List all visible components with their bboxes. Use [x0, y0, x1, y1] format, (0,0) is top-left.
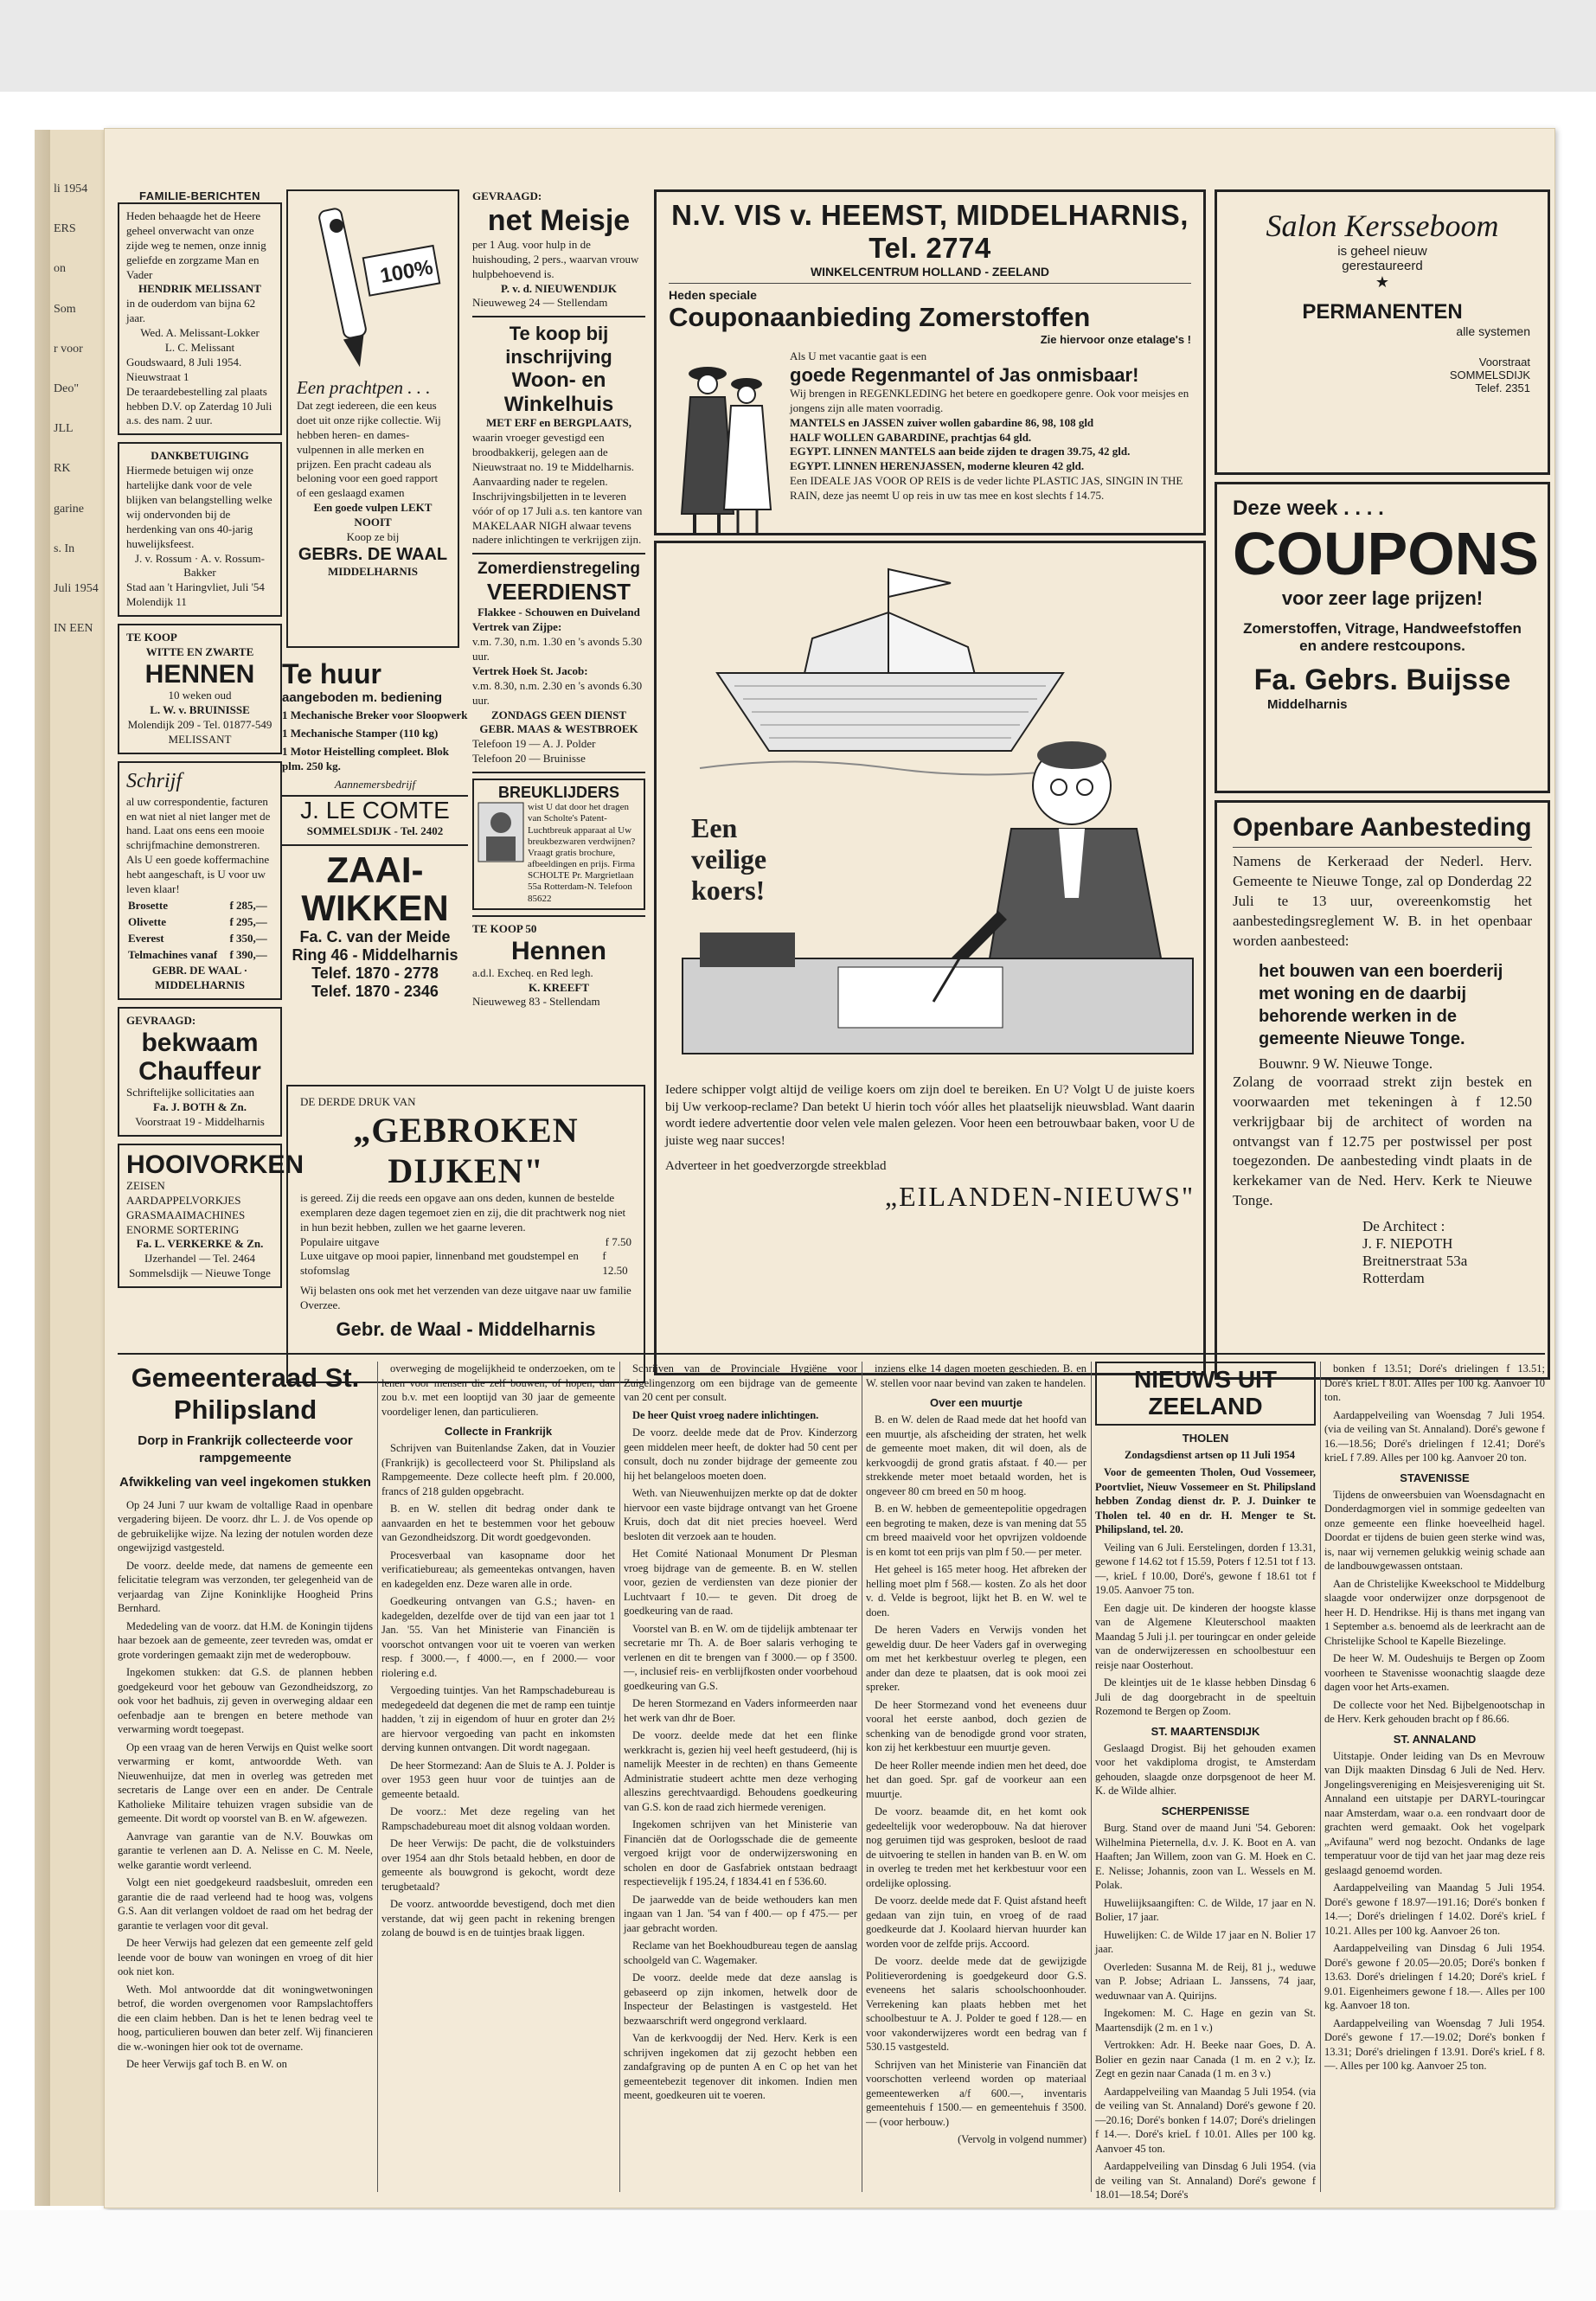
rental-column: Te huur aangeboden m. bediening 1 Mechanische Breker voor Sloopwerk 1 Mechanische Stamper (110 kg) 1 Motor Heistelling compleet. Blok plm. 250 kg. Aannemersbedrijf J. LE COMTE SOMMELSDIJK - Tel. 2402 ZAAI-WIKKEN Fa. C. van der Meide Ring 46 - Middelharnis Telef. 1870 - 2778 Telef. 1870 - 2346: [282, 658, 468, 1000]
scan-background-bottom: [0, 2210, 1596, 2301]
typewriter-ad: Schrijf al uw correspondentie, facturen en wat niet al niet langer met de hand. Laat ons eens een mooie schrijfmachine demonstreren. Als U een goede koffermachine hebt aangeschaft, is U voor uw leven klaar! Brosette f 285,— Olivette f 295,— Everest f 350,— Telmachines vanaf f 390,— GEBR. DE WAAL · MIDDELHARNIS: [118, 761, 282, 1001]
aanbesteding-ad: Openbare Aanbesteding Namens de Kerkeraad der Nederl. Herv. Gemeente te Nieuwe Tonge, zal op Donderdag 22 Juli te 13 uur, overeenkomstig het aanbestedingsreglement W. B. in het openbaar worden aanbesteed: het bouwen van een boerderij met woning en de daarbij behorende werken in de gemeente Nieuwe Tonge. Bouwnr. 9 W. Nieuwe Tonge. Zolang de voorraad strekt zijn bestek en voorwaarden met tekeningen à f 12.50 verkrijgbaar bij de architect of worden na ontvangst van f 12.75 per postwissel per post toegezonden. De aanbesteding vindt plaats in de kerkekamer van de Ned. Herv. Kerk te Nieuwe Tonge. De Architect : J. F. NIEPOTH Breitnerstraat 53a Rotterdam: [1215, 800, 1550, 1380]
regenmantel-heading: goede Regenmantel of Jas onmisbaar!: [790, 363, 1139, 386]
aanbesteding-title: Openbare Aanbesteding: [1233, 813, 1532, 842]
nieuws-uit-zeeland: NIEUWS UIT ZEELAND THOLEN Zondagsdienst artsen op 11 Juli 1954 Voor de gemeenten Tholen, Oud Vossemeer, Poortvliet, Nieuw Vossemeer en St. Philipsland hebben Zondag dienst dr. P. J. Duinker te Tholen tel. 40 en dr. H. Menger te St. Philipsland, tel. 20. Veiling van 6 Juli. Eerstelingen, dorden f 13.31, gewone f 14.62 tot f 15.59, Poters f 12.51 tot f 13.—, krieL f 10.00, Doré's, gewone f 18.61 tot f 19.05. Aanvoer 75 ton. Een dagje uit. De kinderen der hoogste klasse van de Algemene Kleuterschool maakten Maandag 5 Juli j.l. per touringcar en onder geleide van de onderwijzeressen en schoolbestuur een reisje naar Oosterhout. De kleintjes uit de 1e klasse hebben Dinsdag 6 Juli de dag doorgebracht in de speeltuin Rozemond te Bergen op Zoom. ST. MAARTENSDIJK Geslaagd Drogist. Bij het gehouden examen voor het vakdiploma drogist, te Amsterdam gehouden, slaagde onze dorpsgenoot de heer M. K. de Wilde alhier. SCHERPENISSE Burg. Stand over de maand Juni '54. Geboren: Wilhelmina Pieternella, d.v. J. K. Boot en A. van Haaften; Jan Willem, zoon van G. M. Hoek en C. E. Nelisse; Johannis, zoon van L. Wessels en M. Polak. Huweliijksaangiften: C. de Wilde, 17 jaar en N. Bolier, 17 jaar. Huwelijken: C. de Wilde 17 jaar en N. Bolier 17 jaar. Overleden: Susanna M. de Reij, 81 j., weduwe van P. Jobse; Adriaan L. Janssens, 74 jaar, weduwnaar van A. Quirijns. Ingekomen: M. C. Hage en gezin van St. Maartensdijk (2 m. en 1 v.) Vertrokken: Adr. H. Beeke naar Goes, D. A. Bolier en gezin naar Canada (1 m. en 2 v.); Iz. Zegt en gezin naar Canada (1 m. en 3 v.) Aardappelveiling van Maandag 5 Juli 1954. (via de veiling van St. Annaland) Doré's gewone f 20.—20.16; Doré's bonken f 14.07; Doré's drielingen f 14.—. Doré's krieL f 10.01. Alles per 100 kg. Aanvoer 45 ton. Aardappelveiling van Dinsdag 6 Juli 1954. (via de veiling van St. Annaland) Doré's gewone f 18.01—18.54; Doré's: [1095, 1362, 1316, 2192]
typewriter-prices: Brosette f 285,— Olivette f 295,— Everest f 350,— Telmachines vanaf f 390,—: [128, 898, 267, 961]
pitchfork-ad: HOOIVORKEN ZEISEN AARDAPPELVORKJES GRASMAAIMACHINES ENORME SORTERING Fa. L. VERKERKE & Zn. IJzerhandel — Tel. 2464 Sommelsdijk — Nieuwe Tonge: [118, 1144, 282, 1288]
pen-badge: 100%: [378, 255, 435, 288]
scan-background-top: [0, 0, 1596, 92]
fountain-pen-icon: [297, 200, 449, 373]
pen-slogan: Een prachtpen . . .: [297, 377, 431, 398]
vis-v-heemst-ad: N.V. VIS v. HEEMST, MIDDELHARNIS, Tel. 2774 WINKELCENTRUM HOLLAND - ZEELAND Heden speciale Couponaanbieding Zomerstoffen Zie hiervoor onze etalage's ! Als U met vacantie gaat is een goede Regenmantel of Jas onmisbaar! Wij brengen in REGENKLEDING het betere en goedkopere genre. Ook voor meisjes en jongens zijn alle maten voorradig. MANTELS en JASSEN zuiver wollen gabardine 86, 98, 108 gld HALF WOLLEN GABARDINE, prachtjas 64 gld. EGYPT. LINNEN MANTELS aan beide zijden te dragen 39.75, 42 gld. EGYPT. LINNEN HERENJASSEN, moderne kleuren 42 gld. Een IDEALE JAS VOOR OP REIS is de veder lichte PLASTIC JAS, SINGIN IN THE RAIN, deze jas neemt U op reis in uw tas mee en kost slechts f 14.75.: [654, 189, 1206, 535]
eilanden-nieuws-title: „EILANDEN-NIEUWS": [884, 1180, 1195, 1212]
gemeenteraad-article-col3: Schrijven van de Provinciale Hygiëne voor Zuigelingenzorg om een bijdrage van de gemeente van 20 cent per consult. De heer Quist vroeg nadere inlichtingen. De voorz. deelde mede dat de Prov. Kinderzorg geen middelen meer heeft, de dokter had 50 cent per consult, doch nu zonder bijdrage der gemeente zou hij het belangeloos moeten doen. Weth. van Nieuwenhuijzen merkte op dat de dokter hiervoor een vaste bijdrage ontvangt van het Groene Kruis, doch dat dit niet precies hoeveel. Werd besloten dit verzoek aan te houden. Het Comité Nationaal Monument Dr Plesman vroeg bijdrage van de gemeente. B. en W. stellen voor, gezien de verdiensten van deze pionier der Luchtvaart f 10.— te geven. Dit droeg de goedkeuring van de raad. Voorstel van B. en W. om de tijdelijk ambtenaar ter secretarie mr Th. A. de Boer salaris verhoging te verlenen en dit te brengen van f 3000.— op f 3500.—, inclusief reis- en verblijfkosten onder voorbehoud goedkeuring van G.S. De heren Stormezand en Vaders informeerden naar het werk van dhr de Boer. De voorz. deelde mede dat het een flinke werkkracht is, gezien hij veel heeft gestudeerd, (hij is namelijk Meester in de rechten) en thans Gemeente Administratie studeert achtte men deze verhoging alleszins gerechtvaardigd. Behoudens goedkeuring van G.S. kon de raad zich hiermede verenigen. Ingekomen schrijven van het Ministerie van Financiën dat de Oorlogsschade die de gemeente vergoed krijgt voor de onderwijzerswoning en scholen en door de Gasfabriek ontstaan bedraagt respectievelijk f 195.24, f 1834.41 en f 536.60. De jaarwedde van de beide wethouders kan men ingaan van 1 Jan. '54 van f 400.— op f 475.— per jaar gebracht worden. Reclame van het Boekhoudbureau tegen de aanslag schoolgeld van C. Wagemaker. De voorz. deelde mede dat deze aanslag is gebaseerd op zijn inkomen, hetwelk door de Inspecteur der Belastingen is vastgesteld. Het bezwaarschrift werd ongegrond verklaard. Van de kerkvoogdij der Ned. Herv. Kerk is een schrijven ingekomen dat zij gezocht hebben een zandafgraving op de punten A en C op het van het gemeentebezit tegenover dit inkomen. Indien men meent, goedkeuren uit te voeren.: [624, 1362, 857, 2101]
death-notice: Heden behaagde het de Heere geheel onverwacht van onze zijde weg te nemen, onze innig geliefde en zorgzame Man en Vader HENDRIK MELISSANT in de ouderdom van bijna 62 jaar. Wed. A. Melissant-Lokker L. C. Melissant Goudswaard, 8 Juli 1954. Nieuwstraat 1 De teraardebestelling zal plaats hebben D.V. op Zaterdag 10 Juli a.s. des nam. 2 uur.: [118, 202, 282, 435]
salon-title: Salon Kersseboom: [1266, 208, 1499, 243]
meisje-title: net Meisje: [487, 203, 631, 237]
vis-title: N.V. VIS v. HEEMST, MIDDELHARNIS, Tel. 2774: [671, 199, 1189, 264]
thanks-notice: DANKBETUIGING Hiermede betuigen wij onze hartelijke dank voor de vele blijken van belangstelling welke wij ondervonden bij de herdenking van ons 40-jarig huwelijksfeest. J. v. Rossum · A. v. Rossum-Bakker Stad aan 't Haringvliet, Juli '54 Molendijk 11: [118, 442, 282, 617]
veerdienst-title: VEERDIENST: [486, 579, 631, 606]
eilanden-nieuws-ad: Een veilige koers! Iedere schipper volgt altijd de veilige koers om zijn doel te bereiken. En U? Volgt U de juiste koers bij Uw verkoop-reclame? Dan betekt U hierin toch vóór alles het plaatselijk nieuwsblad. Want daarin wordt iedere advertentie door velen vele malen gelezen. Voor heen een betrouwbaar baken, voor U de juiste weg naar succes! Adverteer in het goedverzorgde streekblad „EILANDEN-NIEUWS": [654, 541, 1206, 1375]
center-ads: [654, 189, 1206, 1388]
gemeenteraad-title: Gemeenteraad St. Philipsland: [131, 1362, 360, 1426]
star-icon: ★: [1375, 273, 1390, 291]
right-ads: [1215, 189, 1550, 1388]
chauffeur-ad: GEVRAAGD: bekwaam Chauffeur Schriftelijke sollicitaties aan Fa. J. BOTH & Zn. Voorstraat 19 - Middelharnis: [118, 1007, 282, 1137]
hens-ad: TE KOOP WITTE EN ZWARTE HENNEN 10 weken oud L. W. v. BRUINISSE Molendijk 209 - Tel. 01877-549 MELISSANT: [118, 624, 282, 753]
boat-ad-text: Iedere schipper volgt altijd de veilige koers om zijn doel te bereiken. En U? Volgt U de juiste koers bij Uw verkoop-reclame? Dan betekt U hierin toch vóór alles het plaatselijk nieuwsblad. Want daarin wordt iedere advertentie door velen vele malen gelezen. Voor heen een betrouwbaar baken, voor U de juiste weg naar succes!: [665, 1083, 1195, 1148]
boat-slogan: [691, 812, 766, 906]
family-notices-column: [118, 189, 304, 1323]
le-comte-name: J. LE COMTE: [282, 795, 468, 824]
gemeenteraad-article-col2: overweging de mogelijkheid te onderzoeken, om te lenen voor mensen die zelf bouwen, of hopen, dan zou b.v. met een looptijd van 30 jaar de gemeente voordeliger lenen, dan particulieren. Collecte in Frankrijk Schrijven van Buitenlandse Zaken, dat in Vouzier (Frankrijk) is gecollecteerd voor St. Philipsland als Rampgemeente. Deze collecte heeft plm. f 20.000, francs of 218 gulden opgebracht. B. en W. stellen dit bedrag onder dank te aanvaarden en het te bestemmen voor het gebouw van Gezondheidszorg. Dit wordt goedgevonden. Procesverbaal van kasopname door het verificatiebureau; als gemeentekas ontvangen, haven en kadegelden enz. Deze waren alle in orde. Goedkeuring ontvangen van G.S.; haven- en kadegelden, dezelfde over de tijd van een jaar tot 1 Jan. '55. Van het Ministerie van Financiën is voorschot ontvangen voor uit te voeren van werken resp. f 3000.—, f 4000.—, en f 2000.— voor riolering e.d. Vergoeding tuintjes. Van het Rampschadebureau is medegedeeld dat degenen die met de ramp een tuintje hadden, 't zij in eigendom of huur en groter dan 2½ are hiervoor vergoeding van pacht en inkomsten derving kunnen ontvangen. Dit wordt nagegaan. De heer Stormezand: Aan de Sluis te A. J. Polder is over 1953 geen huur voor de tuintjes aan de gemeente betaald. De voorz.: Met deze regeling van het Rampschadebureau moet dit alsnog voldaan worden. De heer Verwijs: De pacht, die de volkstuinders over 1954 aan dhr Stols betaald hebben, en door de gemeente als bouwgrond is gekocht, wordt deze terugbetaald? De voorz. antwoordde bevestigend, doch met dien verstande, dat wij geen pacht in rekening brengen zolang de bouwd is en de tuintjes braak liggen.: [381, 1362, 615, 1939]
newspaper-boat-illustration: [665, 552, 1193, 1071]
coupon-heading: Couponaanbieding Zomerstoffen: [669, 302, 1091, 332]
boat-slogan-line: Een: [691, 812, 738, 843]
boat-slogan-line: veilige: [691, 843, 767, 875]
adjacent-page-strip: li 1954 ERS on Som r voor Deo" JLL RK garine s. In Juli 1954 IN EEN: [50, 130, 106, 2206]
portrait-icon: [478, 802, 524, 862]
pen-ad: 100% Een prachtpen . . . Dat zegt iedereen, die een keus doet uit onze rijke collectie. Wij hebben heren- en dames-vulpennen in alle merken en prijzen. Een pracht cadeau als beloning voor een goed rapport of een geslaagd examen Een goede vulpen LEKT NOOIT Koop ze bij GEBRs. DE WAAL MIDDELHARNIS: [286, 189, 459, 648]
newspaper-page: [104, 128, 1555, 2208]
nieuws-uit-zeeland-col2: bonken f 13.51; Doré's drielingen f 13.51; Doré's krieL f 8.01. Alles per 100 kg. Aanvoer 10 ton. Aardappelveiling van Woensdag 7 Juli 1954. (via de veiling van St. Annaland). Doré's gewone f 16.—18.56; Doré's drielingen f 12.41; Doré's krieL f 7.89. Alles per 100 kg. Aanvoer 20 ton. STAVENISSE Tijdens de onweersbuien van Woensdagnacht en Donderdagmorgen viel in sommige gedeelten van onze gemeente een flinke hoeveelheid hagel. Doordat er tijdens de buien geen sterke wind was, is, naar wij vernemen gelukkig weinig schade aan de landbouwgewassen ontstaan. Aan de Christelijke Kweekschool te Middelburg slaagde voor onderwijzer onze dorpsgenoot de heer H. D. Hendrikse. Hij is thans met ingang van 1 September a.s. benoemd als de leerkracht aan de Christelijke School te Kapelle Biezelinge. De heer W. M. Oudeshuijs te Bergen op Zoom voorheen te Stavenisse woonachtig slaagde deze dagen voor het Arts-examen. De collecte voor het Ned. Bijbelgenootschap in de Herv. Kerk gehouden bracht op f 86.66. ST. ANNALAND Uitstapje. Onder leiding van Ds en Mevrouw van Dijk maakten Dinsdag 6 Juli de Ned. Herv. Jongelingsvereniging en Meisjesvereniging uit St. Annaland een uitstapje per DARYL-touringcar naar Amsterdam, waar o.a. een rondvaart door de grachten werd gemaakt. Ook het vogelpark „Avifauna" werd nog bezocht. Ondanks de lage temperatuur voor de tijd van het jaar mag deze reis geslaagd genoemd worden. Aardappelveiling van Maandag 5 Juli 1954. Doré's gewone f 18.97—191.16; Doré's bonken f 14.—; Doré's drielingen f 14.02. Doré's krieL f 10.21. Alles per 100 kg. Aanvoer 26 ton. Aardappelveiling van Dinsdag 6 Juli 1954. Doré's gewone f 20.05—20.05; Doré's bonken f 13.63. Doré's drielingen f 14.20; Doré's krieL f 9.01. Eigenheimers gewone f 18.—. Alles per 100 kg. Aanvoer 18 ton. Aardappelveiling van Woensdag 7 Juli 1954. Doré's gewone f 17.—19.02; Doré's bonken f 13.31; Doré's drielingen f 13.91. Doré's krieL f 8.—. Alles per 100 kg. Aanvoer 25 ton.: [1324, 1362, 1545, 2073]
boat-slogan-line: koers!: [691, 875, 766, 906]
coupons-ad: Deze week . . . . COUPONS voor zeer lage prijzen! Zomerstoffen, Vitrage, Handweefstoffen en andere restcoupons. Fa. Gebrs. Buijsse Middelharnis: [1215, 482, 1550, 793]
gebroken-dijken-title: „GEBROKEN DIJKEN": [353, 1110, 579, 1190]
zeeland-title: NIEUWS UIT ZEELAND: [1095, 1362, 1316, 1426]
col3-ads: GEVRAAGD: net Meisje per 1 Aug. voor hulp in de huishouding, 2 pers., waarvan vrouw hulpbehoevend is. P. v. d. NIEUWENDIJK Nieuweweg 24 — Stellendam Te koop bij inschrijving Woon- en Winkelhuis MET ERF en BERGPLAATS, waarin vroeger gevestigd een broodbakkerij, gelegen aan de Nieuwstraat no. 19 te Middelharnis. Aanvaarding nader te regelen. Inschrijvingsbiljetten in te leveren vóór of op 17 Juli a.s. ten kantore van MAKELAAR NIGH alwaar tevens nadere inlichtingen te verkrijgen zijn. Zomerdienstregeling VEERDIENST Flakkee - Schouwen en Duiveland Vertrek van Zijpe: v.m. 7.30, n.m. 1.30 en 's avonds 5.30 uur. Vertrek Hoek St. Jacob: v.m. 8.30, n.m. 2.30 en 's avonds 6.30 uur. ZONDAGS GEEN DIENST GEBR. MAAS & WESTBROEK Telefoon 19 — A. J. Polder Telefoon 20 — Bruinisse BREUKLIJDERS wist U dat door het dragen van Scholte's Patent-Luchtbreuk apparaat al Uw breukbezwaren verdwijnen? Vraagt gratis brochure, afbeeldingen en prijs. Firma SCHOLTE Pr. Margrietlaan 55a Rotterdam-N. Telefoon 85622 TE KOOP 50 Hennen a.d.l. Excheq. en Red legh. K. KREEFT Nieuweweg 83 - Stellendam: [472, 189, 645, 1098]
section-divider: [118, 1353, 1545, 1355]
raincoat-couple-icon: [669, 349, 781, 540]
coupons-title: COUPONS: [1233, 520, 1539, 587]
breuklijders-ad: BREUKLIJDERS wist U dat door het dragen van Scholte's Patent-Luchtbreuk apparaat al Uw breukbezwaren verdwijnen? Vraagt gratis brochure, afbeeldingen en prijs. Firma SCHOLTE Pr. Margrietlaan 55a Rotterdam-N. Telefoon 85622: [472, 779, 645, 910]
te-huur-title: Te huur: [282, 658, 381, 689]
gemeenteraad-article: Gemeenteraad St. Philipsland Dorp in Frankrijk collecteerde voor rampgemeente Afwikkeling van veel ingekomen stukken Op 24 Juni 7 uur kwam de voltallige Raad in openbare vergadering bijeen. De voorz. dhr L. J. de Vos opende op de gebruikelijke wijze. Na lezing der notulen worden deze ongewijzigd vastgesteld. De voorz. deelde mede, dat namens de gemeente een felicitatie telegram was verzonden, ter gelegenheid van de verjaardag van Zijne Koninklijke Hoogheid Prins Bernhard. Mededeling van de voorz. dat H.M. de Koningin tijdens haar bezoek aan de gemeente, zeer tevreden was, omdat er grote vorderingen gemaakt zijn met de wederopbouw. Ingekomen stukken: dat G.S. de plannen hebben goedgekeurd voor het gebouw van Gezondheidszorg, zo ook voor het badhuis, zij geven in overweging aldaar een oefenbadje aan te brengen en betere methode van verwarming wordt toegepast. Op een vraag van de heren Verwijs en Quist welke soort verwarming er komt, antwoordde Weth. van Nieuwenhuijze, dat men in overleg was getreden met secretaris de Lange over een en ander. De Centrale Katholieke Militaire tehuizen vragen subsidie van de gemeente. Dit wordt op voorstel van B. en W. afgewezen. Aanvrage van garantie van de N.V. Bouwkas om garantie te verlenen aan D. A. Nelisse en C. M. Neele, welke garantie wordt verleend. Volgt een niet goedgekeurd raadsbesluit, omreden een garantie die de raad verleend had te hoog was, volgens G.S. Aan dit verlangen voldoet de raad om het bedrag der garantie te verlagen voor dit geval. De heer Verwijs had gelezen dat een gemeente zelf geld leende voor de bouw van woningen en vroeg of dit hier ook niet kon. Weth. Mol antwoordde dat dit woningwetwoningen betrof, die worden overgenomen voor Rampslachtoffers die een claim hebben. Dan is het te lenen bedrag veel te hoog, particulieren bouwen dan beter zelf. Wij financieren die w.-woningen hier ook tot de overname. De heer Verwijs gaf toch B. en W. on: [118, 1362, 373, 2071]
gemeenteraad-article-col4: inziens elke 14 dagen moeten geschieden. B. en W. stellen voor naar bevind van zaken te handelen. Over een muurtje B. en W. delen de Raad mede dat het hoofd van een muurtje, als afscheiding der straten, het welk de gemeente moet maken, dit wil doen, als de kerkvoogdij de grond gratis afstaat. f 40.— per strekkende meter moet betaald worden, het is ongeveer 80 cm breed en 50 m hoog. B. en W. hebben de gemeentepolitie opgedragen een begroting te maken, deze is van mening dat 55 cm breed maaiveld voor het opvrijzen voldoende is en komt tot een prijs van plm f 50.— per meter. Het geheel is 165 meter hoog. Het afbreken der helling moet plm f 568.— kosten. Zo als het door v. d. Velde is begroot, lijkt het B. en W. wel te doen. De heren Vaders en Verwijs vonden het geweldig duur. De heer Vaders gaf in overweging om met het kerkbestuur overleg te plegen, een ander dan deze te plaatsen, dat is ook mooi zei spreker. De heer Stormezand vond het eveneens duur vooral het eerste aanbod, doch gezien de schenking van de benodigde grond voor straten, kon zij het kerkbestuur een muurtje geven. De heer Roller meende indien men het deed, doe het dan goed. Spr. gaf de voorkeur aan een muurtje. De voorz. beaamde dit, en het komt ook gedeeltelijk voor wederopbouw. Na dat hierover nog geruimen tijd was gesproken, besloot de raad de uitvoering te stellen in handen van B. en W. om in overleg te treden met het kerkbestuur voor een ordelijke oplossing. De voorz. deelde mede dat F. Quist afstand heeft gedaan van zijn tuin, en vroeg of de raad goedkeurde dat J. Koolaard hiervan huurder kan worden voor de zelfde prijs. Accoord. De voorz. deelde mede dat de gewijzigde Politieverordening is goedgekeurd door G.S. eveneens het salaris schoolschoonhouder. Verrekening kan plaats hebben met het schoolbestuur te A. J. Polder te goed f 128.— en voor vakonderwijzeres wordt een bedrag van f 530.15 vastgesteld. Schrijven van het Ministerie van Financiën dat voorschotten verleend worden op materiaal gemeentewerken a/f 600.—, inventaris gemeentehuis f 1500.— en gemeentehuis f 3500.— (voor herbouw.) (Vervolg in volgend nummer): [866, 1362, 1086, 2146]
zaaiwikken-title: ZAAI-WIKKEN: [301, 849, 449, 929]
gebroken-dijken-ad: DE DERDE DRUK VAN „GEBROKEN DIJKEN" is gereed. Zij die reeds een opgave aan ons deden, kunnen de bestelde exemplaren deze dagen tegemoet zien en zij, die dit prachtwerk nog niet in hun bezit hebben, zullen we het gaarne leveren. Populaire uitgave f 7.50 Luxe uitgave op mooi papier, linnenband met goudstempel en stofomslag f 12.50 Wij belasten ons ook met het verzenden van deze uitgave naar uw familie Overzee. Gebr. de Waal - Middelharnis: [286, 1085, 645, 1383]
salon-kersseboom-ad: Salon Kersseboom is geheel nieuw gerestaureerd ★ PERMANENTEN alle systemen Voorstraat SOMMELSDIJK Telef. 2351: [1215, 189, 1550, 475]
family-header: FAMILIE-BERICHTEN: [139, 189, 260, 202]
